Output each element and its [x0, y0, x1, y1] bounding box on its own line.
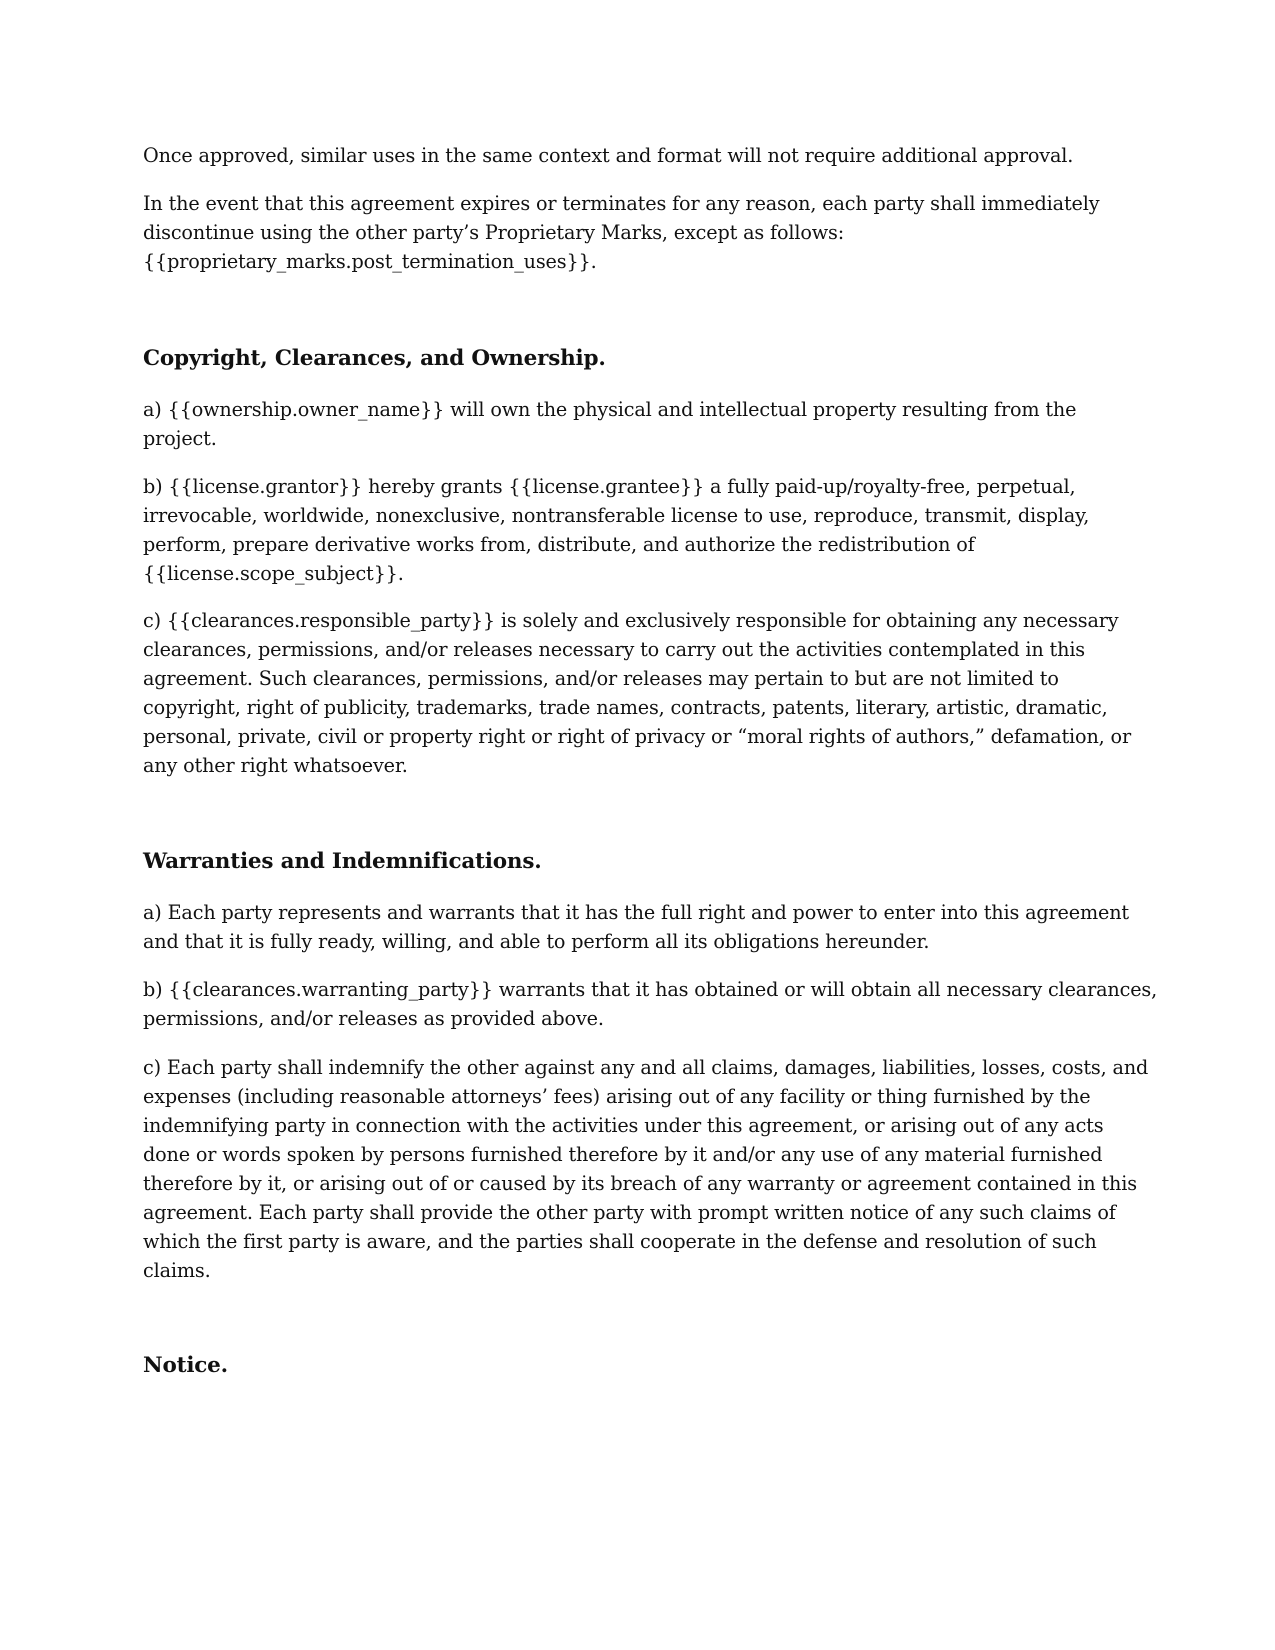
text-line: c) {{clearances.responsible_party}} is solely and exclusively responsible for obtaining any necessary — [143, 609, 1119, 632]
text-line: claims. — [143, 1259, 211, 1282]
text-line: b) {{clearances.warranting_party}} warrants that it has obtained or will obtain all necessary clearances, — [143, 978, 1158, 1001]
text-line: permissions, and/or releases as provided above. — [143, 1007, 604, 1030]
text-line: indemnifying party in connection with the activities under this agreement, or arising out of any acts — [143, 1114, 1104, 1137]
text-line: therefore by it, or arising out of or caused by its breach of any warranty or agreement contained in this — [143, 1172, 1137, 1195]
section-heading-notice: Notice. — [143, 1353, 228, 1378]
text-line: agreement. Each party shall provide the other party with prompt written notice of any such claims of — [143, 1201, 1116, 1224]
text-line: and that it is fully ready, willing, and able to perform all its obligations hereunder. — [143, 930, 930, 953]
text-line: In the event that this agreement expires or terminates for any reason, each party shall immediately — [143, 192, 1100, 215]
text-line: which the first party is aware, and the parties shall cooperate in the defense and resolution of such — [143, 1230, 1097, 1253]
text-line: irrevocable, worldwide, nonexclusive, nontransferable license to use, reproduce, transmit, display, — [143, 504, 1090, 527]
text-line: clearances, permissions, and/or releases necessary to carry out the activities contemplated in this — [143, 638, 1085, 661]
warranties-clause-b — [143, 975, 1158, 1033]
license-clause-b — [143, 472, 1133, 588]
text-line: {{proprietary_marks.post_termination_uses}}. — [143, 250, 597, 273]
text-line: personal, private, civil or property right or right of privacy or “moral rights of authors,” defamation, or — [143, 725, 1131, 748]
text-line: {{license.scope_subject}}. — [143, 562, 404, 585]
approval-note-paragraph — [143, 141, 1133, 170]
text-line: Once approved, similar uses in the same context and format will not require additional approval. — [143, 144, 1074, 167]
text-line: agreement. Such clearances, permissions, and/or releases may pertain to but are not limited to — [143, 667, 1059, 690]
text-line: a) {{ownership.owner_name}} will own the physical and intellectual property resulting from the — [143, 398, 1077, 421]
text-line: discontinue using the other party’s Proprietary Marks, except as follows: — [143, 221, 845, 244]
clearances-clause-c — [143, 606, 1133, 780]
indemnification-clause-c — [143, 1053, 1149, 1285]
text-line: a) Each party represents and warrants that it has the full right and power to enter into this agreement — [143, 901, 1129, 924]
termination-paragraph — [143, 189, 1133, 276]
text-line: c) Each party shall indemnify the other against any and all claims, damages, liabilities, losses, costs, and — [143, 1056, 1149, 1079]
ownership-clause-a — [143, 395, 1133, 453]
text-line: any other right whatsoever. — [143, 754, 408, 777]
section-heading-copyright: Copyright, Clearances, and Ownership. — [143, 346, 606, 371]
text-line: project. — [143, 427, 217, 450]
warranties-clause-a — [143, 898, 1133, 956]
section-heading-warranties: Warranties and Indemnifications. — [143, 849, 542, 874]
text-line: perform, prepare derivative works from, distribute, and authorize the redistribution of — [143, 533, 975, 556]
text-line: done or words spoken by persons furnished therefore by it and/or any use of any material furnished — [143, 1143, 1103, 1166]
text-line: b) {{license.grantor}} hereby grants {{license.grantee}} a fully paid-up/royalty-free, perpetual, — [143, 475, 1076, 498]
text-line: copyright, right of publicity, trademarks, trade names, contracts, patents, literary, artistic, dramatic, — [143, 696, 1108, 719]
text-line: expenses (including reasonable attorneys’ fees) arising out of any facility or thing furnished by the — [143, 1085, 1091, 1108]
